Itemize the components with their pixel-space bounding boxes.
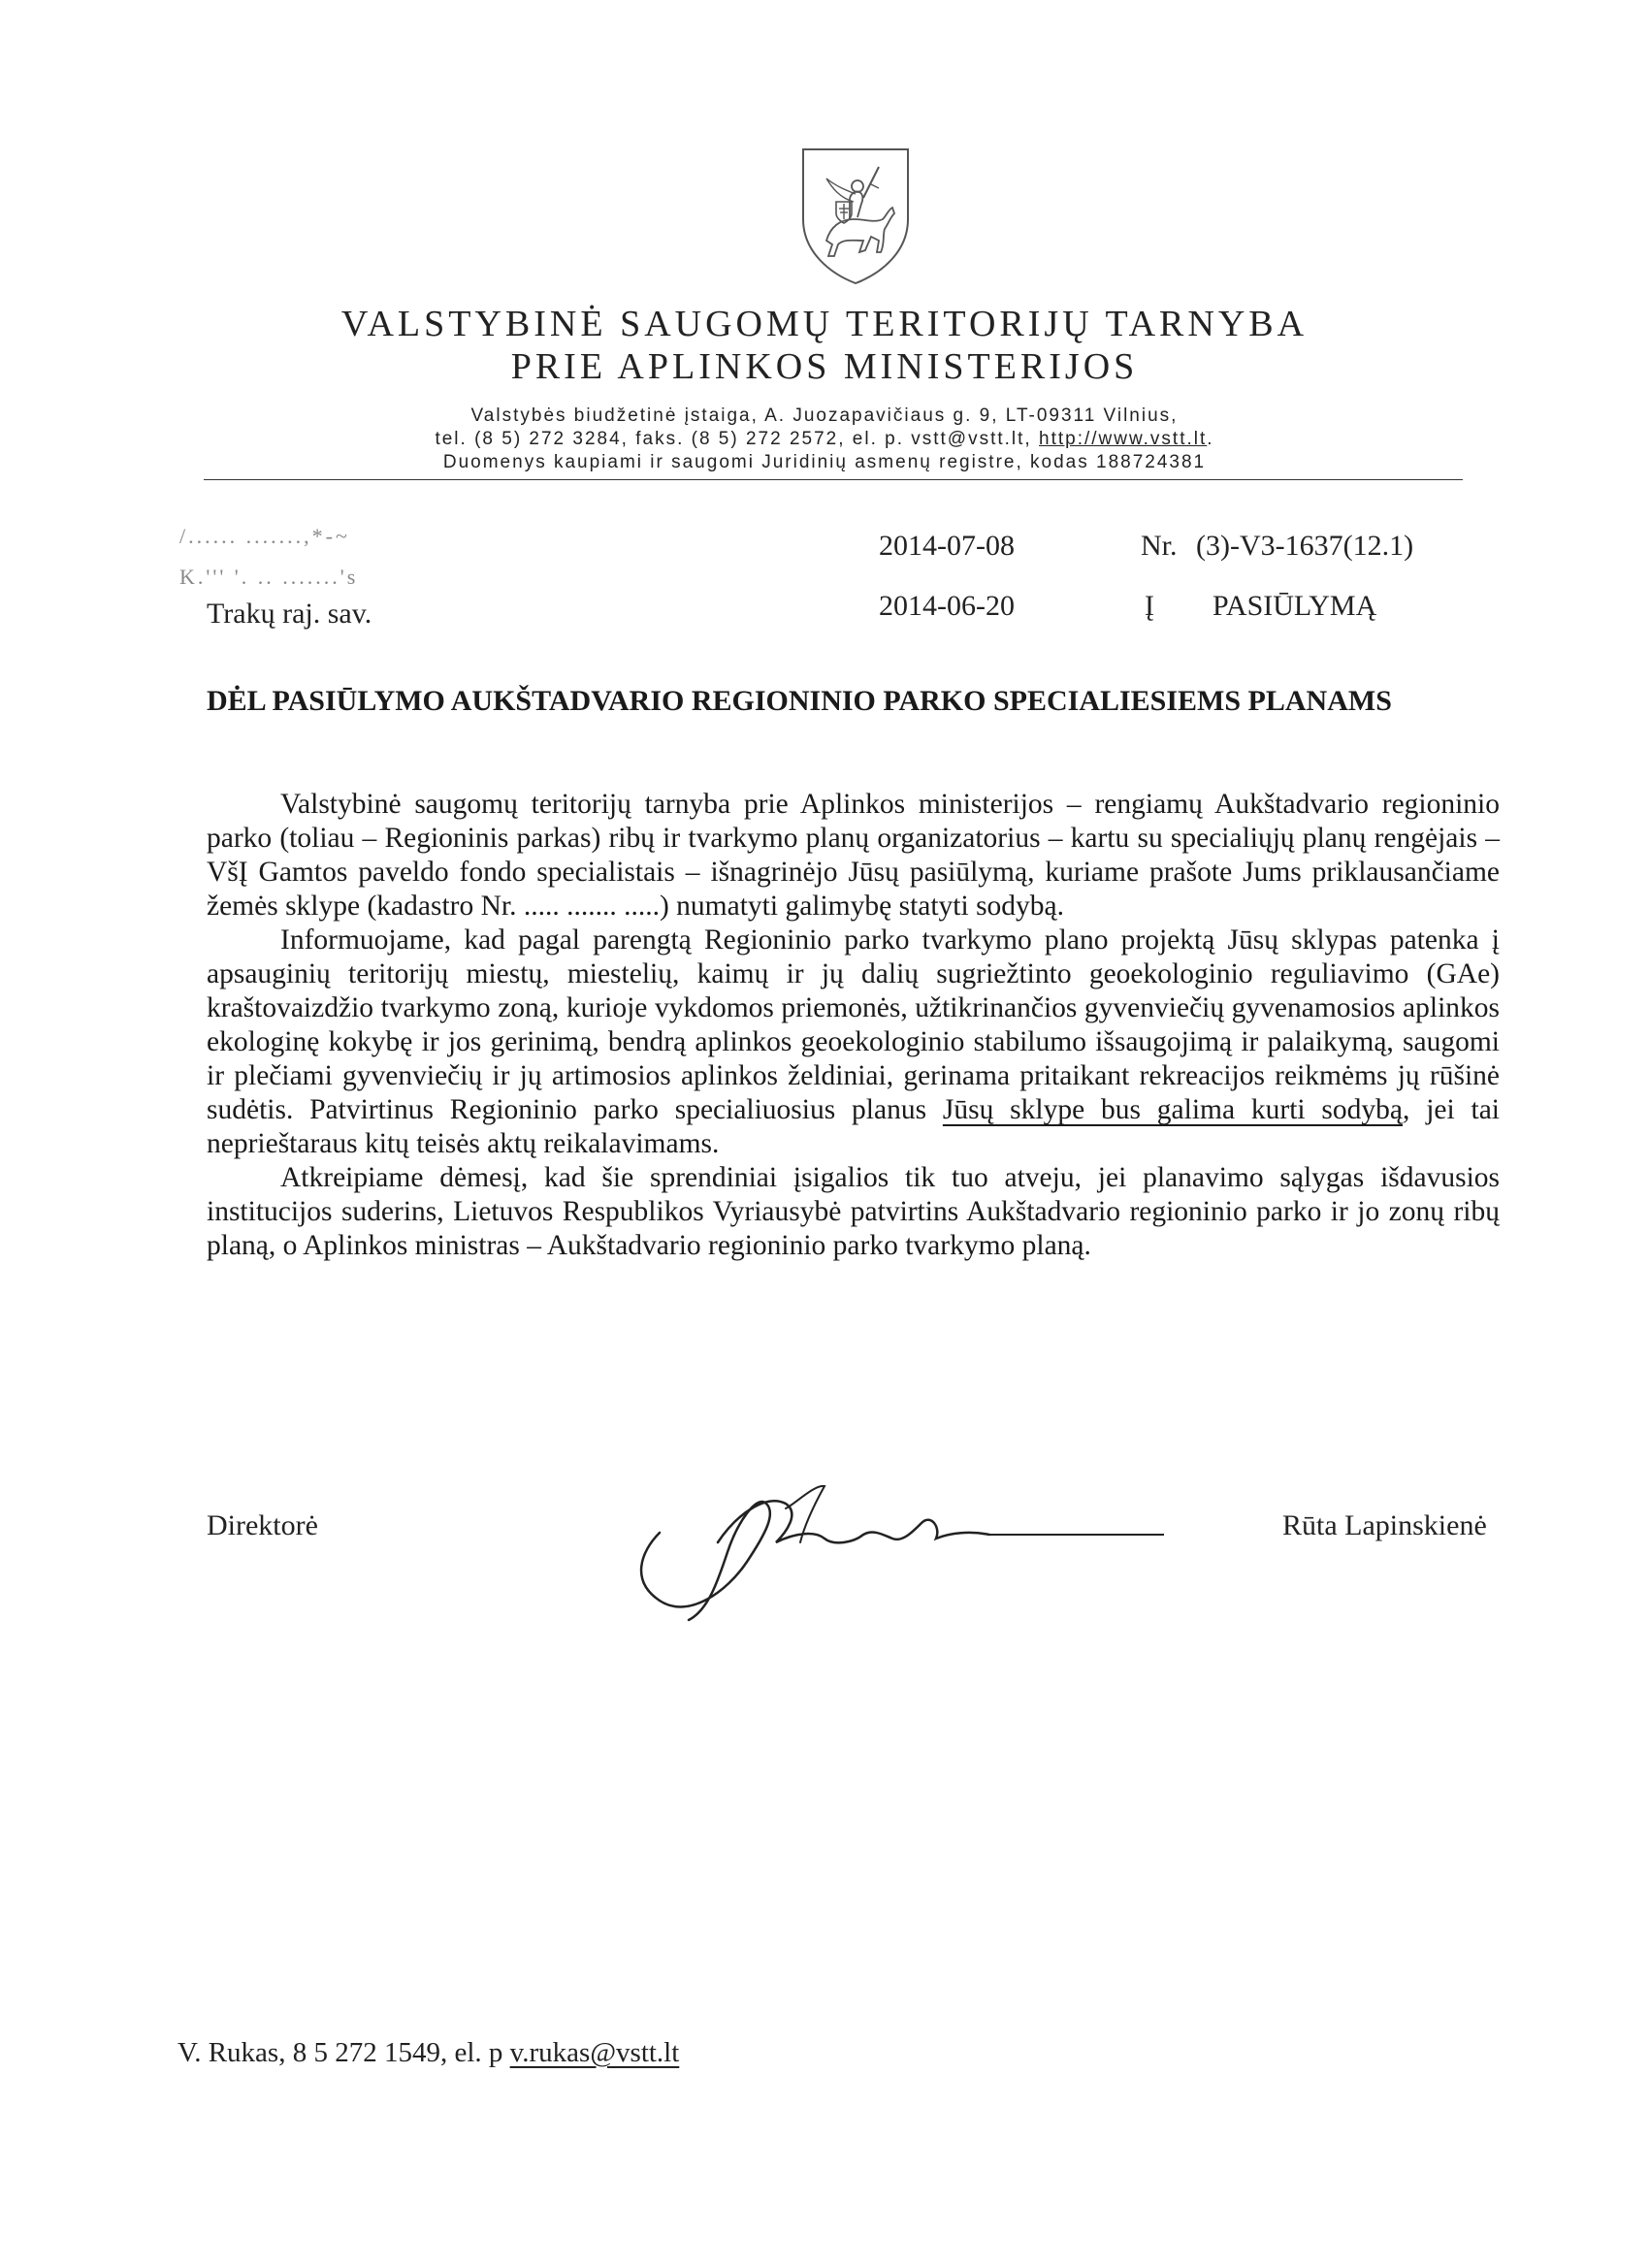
- agency-info-line2: [0, 429, 1649, 450]
- recipient-city: Trakų raj. sav.: [207, 598, 372, 630]
- agency-info-punct: .: [1207, 429, 1214, 449]
- signatory-title: Direktorė: [207, 1509, 318, 1541]
- body-paragraph-3: Atkreipiame dėmesį, kad šie sprendiniai įsigalios tik tuo atveju, jei planavimo sąlygas išdavusios institucijos suderins, Lietuvos Respublikos Vyriausybė patvirtins Aukštadvario regioninio parko ir jo zonų ribų planą, o Aplinkos ministras – Aukštadvario regioninio parko tvarkymo planą.: [207, 1162, 1500, 1261]
- agency-name-line1: VALSTYBINĖ SAUGOMŲ TERITORIJŲ TARNYBA: [340, 304, 1309, 344]
- reply-to-document: PASIŪLYMĄ: [1212, 590, 1377, 622]
- body-paragraph-2-text-a: Informuojame, kad pagal parengtą Regioninio parko tvarkymo plano projektą Jūsų sklypas patenka į apsauginių teritorijų miestų, miestelių, kaimų ir jų dalių sugriežtinto geoekologinio reguliavimo (GAe) kraštovaizdžio tvarkymo zoną, kurioje vykdomos priemonės, užtikrinančios gyvenviečių gyvenamosios aplinkos ekologinę kokybę ir jos gerinimą, bendrą aplinkos geoekologinio stabilumo išsaugojimą ir palaikymą, saugomi ir plečiami gyvenviečių ir jų artimosios aplinkos želdiniai, gerinama pritaikant rekreacijos reikmėms jų rūšinė sudėtis. Patvirtinus Regioninio parko specialiuosius planus: [207, 924, 1500, 1125]
- header-divider: [204, 479, 1463, 480]
- agency-name-line2: PRIE APLINKOS MINISTERIJOS: [510, 346, 1139, 387]
- body-paragraph-2: [207, 923, 1500, 1161]
- agency-website-link[interactable]: http://www.vstt.lt: [1039, 429, 1208, 449]
- letter-date: 2014-07-08: [879, 530, 1015, 562]
- body-paragraph-2-text-b: , jei tai neprieštaraus kitų teisės aktų reikalavimams.: [207, 1094, 1500, 1159]
- letter-number: (3)-V3-1637(12.1): [1196, 530, 1414, 562]
- recipient-redacted-line1: /...... .......,*-~: [179, 524, 350, 548]
- letter-body: [207, 788, 1500, 1263]
- handwritten-signature: [621, 1474, 1183, 1649]
- reply-to-date: 2014-06-20: [879, 590, 1015, 622]
- recipient-redacted-line2: K.''' '. .. .......'s: [179, 565, 359, 589]
- agency-contacts: tel. (8 5) 272 3284, faks. (8 5) 272 2572, el. p. vstt@vstt.lt,: [435, 429, 1039, 449]
- agency-info-line3: Duomenys kaupiami ir saugomi Juridinių asmenų registre, kodas 188724381: [442, 452, 1207, 472]
- agency-info-line1: Valstybės biudžetinė įstaiga, A. Juozapavičiaus g. 9, LT-09311 Vilnius,: [470, 405, 1179, 426]
- vytis-coat-of-arms-icon: [797, 144, 914, 287]
- contact-email-link[interactable]: v.rukas@vstt.lt: [509, 2037, 680, 2068]
- body-underlined-phrase: Jūsų sklype bus galima kurti sodybą: [942, 1094, 1403, 1125]
- contact-person: V. Rukas, 8 5 272 1549, el. p: [178, 2037, 510, 2068]
- contact-footer: [178, 2037, 679, 2069]
- body-paragraph-1: Valstybinė saugomų teritorijų tarnyba prie Aplinkos ministerijos – rengiamų Aukštadvario regioninio parko (toliau – Regioninis parkas) ribų ir tvarkymo planų organizatorius – kartu su specialiųjų planų rengėjais – VšĮ Gamtos paveldo fondo specialistais – išnagrinėjo Jūsų pasiūlymą, kuriame prašote Jums priklausančiame žemės sklype (kadastro Nr. ..... ....... .....) numatyti galimybę statyti sodybą.: [207, 789, 1500, 922]
- reply-to-label: Į: [1145, 590, 1154, 622]
- letter-subject: DĖL PASIŪLYMO AUKŠTADVARIO REGIONINIO PARKO SPECIALIESIEMS PLANAMS: [207, 685, 1392, 717]
- signatory-name: Rūta Lapinskienė: [1282, 1509, 1487, 1541]
- letter-number-label: Nr.: [1141, 530, 1178, 562]
